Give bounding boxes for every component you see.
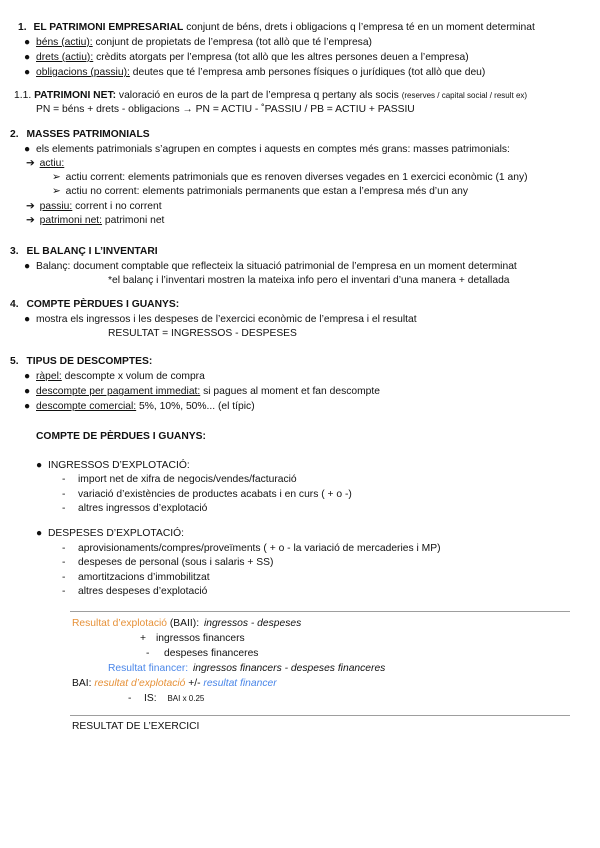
s2-actiu-no-corrent-text: actiu no corrent: elements patrimonials permanents que estan a l’empresa més d’un any [65, 186, 469, 197]
arrow-icon: ➔ [26, 201, 35, 212]
ingressos-item-3-text: altres ingressos d’explotació [78, 503, 208, 514]
section-3-heading [10, 246, 158, 258]
despeses-item-3-text: amortitzacions d’immobilitzat [78, 572, 210, 583]
bullet-icon: ● [24, 67, 31, 78]
despeses-item-3 [62, 572, 210, 584]
dash-icon: - [62, 543, 66, 554]
s1-item-1-term: béns (actiu): [36, 37, 93, 48]
section-5-heading [10, 356, 152, 368]
bullet-icon: ● [24, 371, 31, 382]
s4-line-1 [24, 314, 417, 326]
s1-item-3-term: obligacions (passiu): [36, 67, 130, 78]
despeses-item-1 [62, 543, 441, 555]
s2-passiu-term: passiu: [39, 201, 73, 212]
s2-intro-text: els elements patrimonials s’agrupen en comptes i aquests en comptes més grans: masses patrimonials: [36, 144, 510, 155]
dash-icon: - [62, 572, 66, 583]
resultat-explotacio-label: Resultat d’explotació [72, 618, 168, 629]
ingressos-item-1 [62, 474, 297, 486]
section-1-number: 1. [18, 22, 27, 33]
bai-operator: +/- [185, 678, 204, 689]
despeses-title: DESPESES D’EXPLOTACIÓ: [48, 528, 184, 539]
section-4-number: 4. [10, 299, 19, 310]
bullet-icon: ● [24, 386, 31, 397]
ingressos-item-1-text: import net de xifra de negocis/vendes/facturació [78, 474, 297, 485]
despeses-heading [36, 528, 184, 540]
resultat-exercici: RESULTAT DE L’EXERCICI [72, 721, 200, 732]
is-value: BAI x 0.25 [167, 694, 205, 703]
dash-icon: - [62, 586, 66, 597]
s2-passiu-text: corrent i no corrent [72, 201, 162, 212]
resultat-financer-line [108, 663, 385, 675]
section-3-number: 3. [10, 246, 19, 257]
s2-passiu [26, 201, 162, 213]
resultat-financer-label: Resultat financer: [108, 663, 189, 674]
bai-line [72, 678, 277, 690]
subsection-1-1-definition: valoració en euros de la part de l’empresa q pertany als socis [116, 90, 399, 101]
section-1-heading [18, 22, 535, 34]
s4-result-formula: RESULTAT = INGRESSOS - DESPESES [108, 328, 297, 339]
resultat-financer-formula: ingressos financers - despeses financeres [193, 663, 386, 674]
s2-intro [24, 144, 510, 156]
s1-item-2-text: crèdits atorgats per l’empresa (tot allò que les altres persones deuen a l’empresa) [93, 52, 469, 63]
section-5-number: 5. [10, 356, 19, 367]
s1-item-3-text: deutes que té l’empresa amb persones físiques o jurídiques (tot allò que deu) [129, 67, 486, 78]
is-line [128, 693, 204, 705]
pig-title: COMPTE DE PÈRDUES I GUANYS: [36, 431, 206, 442]
despeses-item-2 [62, 557, 273, 569]
section-5-title: TIPUS DE DESCOMPTES: [26, 356, 153, 367]
bullet-icon: ● [24, 401, 31, 412]
section-2-title: MASSES PATRIMONIALS [26, 129, 150, 140]
s5-item-2-term: descompte per pagament immediat: [36, 386, 201, 397]
ingressos-financers-text: ingressos financers [156, 633, 245, 644]
ingressos-heading [36, 460, 190, 472]
ingressos-item-3 [62, 503, 207, 515]
bullet-icon: ● [36, 528, 43, 539]
ingressos-item-2 [62, 489, 352, 501]
s1-item-2 [24, 52, 469, 64]
plus-sign: + [140, 633, 147, 644]
s3-line-1 [24, 261, 517, 273]
s1-item-1 [24, 37, 372, 49]
section-4-heading [10, 299, 179, 311]
s5-item-1-text: descompte x volum de compra [61, 371, 205, 382]
s5-item-3-text: 5%, 10%, 50%... (el típic) [136, 401, 255, 412]
s2-actiu-corrent [52, 172, 528, 184]
bai-term-b: resultat financer [203, 678, 277, 689]
despeses-financeres-line [146, 648, 258, 660]
minus-sign: - [146, 648, 150, 659]
arrowhead-icon: ➢ [52, 172, 61, 183]
s2-actiu [26, 158, 64, 170]
bullet-icon: ● [24, 144, 31, 155]
bullet-icon: ● [24, 261, 31, 272]
dash-icon: - [62, 474, 66, 485]
despeses-financeres-text: despeses financeres [164, 648, 259, 659]
s5-item-1-term: ràpel: [36, 371, 62, 382]
despeses-item-4-text: altres despeses d’explotació [78, 586, 208, 597]
despeses-item-4 [62, 586, 207, 598]
subsection-1-1-number: 1.1. [14, 90, 32, 101]
s3-line-1-text: Balanç: document comptable que reflecteix la situació patrimonial de l’empresa en un moment determinat [36, 261, 517, 272]
s4-line-1-text: mostra els ingressos i les despeses de l’exercici econòmic de l’empresa i el resultat [36, 314, 417, 325]
arrow-icon: ➔ [26, 215, 35, 226]
divider-bottom [70, 715, 570, 716]
bullet-icon: ● [24, 314, 31, 325]
s2-pn-text: patrimoni net [102, 215, 165, 226]
section-4-title: COMPTE PÈRDUES I GUANYS: [26, 299, 180, 310]
s2-actiu-corrent-text: actiu corrent: elements patrimonials que es renoven diverses vegades en 1 exercici econòmic (1 any) [65, 172, 528, 183]
ingressos-title: INGRESSOS D’EXPLOTACIÓ: [48, 460, 190, 471]
ingressos-financers-line [140, 633, 245, 645]
s5-item-3-term: descompte comercial: [36, 401, 137, 412]
arrow-icon: ➔ [26, 158, 35, 169]
s1-item-2-term: drets (actiu): [36, 52, 94, 63]
s1-item-3 [24, 67, 485, 79]
is-dash: - [128, 693, 132, 704]
subsection-1-1-title: PATRIMONI NET: [34, 90, 117, 101]
bai-term-a: resultat d’explotació [94, 678, 186, 689]
s5-item-1 [24, 371, 205, 383]
s2-pn-term: patrimoni net: [39, 215, 103, 226]
dash-icon: - [62, 557, 66, 568]
subsection-1-1-heading [14, 90, 527, 102]
ingressos-item-2-text: variació d’existències de productes acabats i en curs ( + o -) [78, 489, 352, 500]
s5-item-3 [24, 401, 255, 413]
section-1-definition: conjunt de béns, drets i obligacions q l’empresa té en un moment determinat [186, 22, 535, 33]
s1-item-1-text: conjunt de propietats de l’empresa (tot allò que té l’empresa) [92, 37, 372, 48]
section-1-title: EL PATRIMONI EMPRESARIAL [33, 22, 184, 33]
resultat-explotacio-abbr: (BAII): [167, 618, 200, 629]
despeses-item-1-text: aprovisionaments/compres/proveïments ( + o - la variació de mercaderies i MP) [78, 543, 441, 554]
section-3-title: EL BALANÇ I L’INVENTARI [26, 246, 158, 257]
dash-icon: - [62, 503, 66, 514]
bullet-icon: ● [24, 37, 31, 48]
s2-actiu-no-corrent [52, 186, 468, 198]
despeses-item-2-text: despeses de personal (sous i salaris + SS) [78, 557, 274, 568]
resultat-explotacio-formula: ingressos - despeses [203, 618, 302, 629]
section-2-number: 2. [10, 129, 19, 140]
bullet-icon: ● [36, 460, 43, 471]
subsection-1-1-note: (reserves / capital social / result ex) [401, 91, 528, 100]
s5-item-2-text: si pagues al moment et fan descompte [200, 386, 380, 397]
bai-label: BAI: [72, 678, 92, 689]
s2-patrimoni-net [26, 215, 164, 227]
s3-line-2: *el balanç i l’inventari mostren la mateixa info pero el inventari d’una manera + detallada [108, 275, 510, 286]
bullet-icon: ● [24, 52, 31, 63]
s2-actiu-label: actiu: [39, 158, 65, 169]
is-label: IS: [144, 693, 157, 704]
arrowhead-icon: ➢ [52, 186, 61, 197]
resultat-explotacio-line [72, 618, 301, 630]
dash-icon: - [62, 489, 66, 500]
patrimoni-net-formula: PN = béns + drets - obligacions → PN = ACTIU - ˚PASSIU / PB = ACTIU + PASSIU [36, 104, 415, 115]
s5-item-2 [24, 386, 380, 398]
section-2-heading [10, 129, 150, 141]
divider-top [70, 611, 570, 612]
